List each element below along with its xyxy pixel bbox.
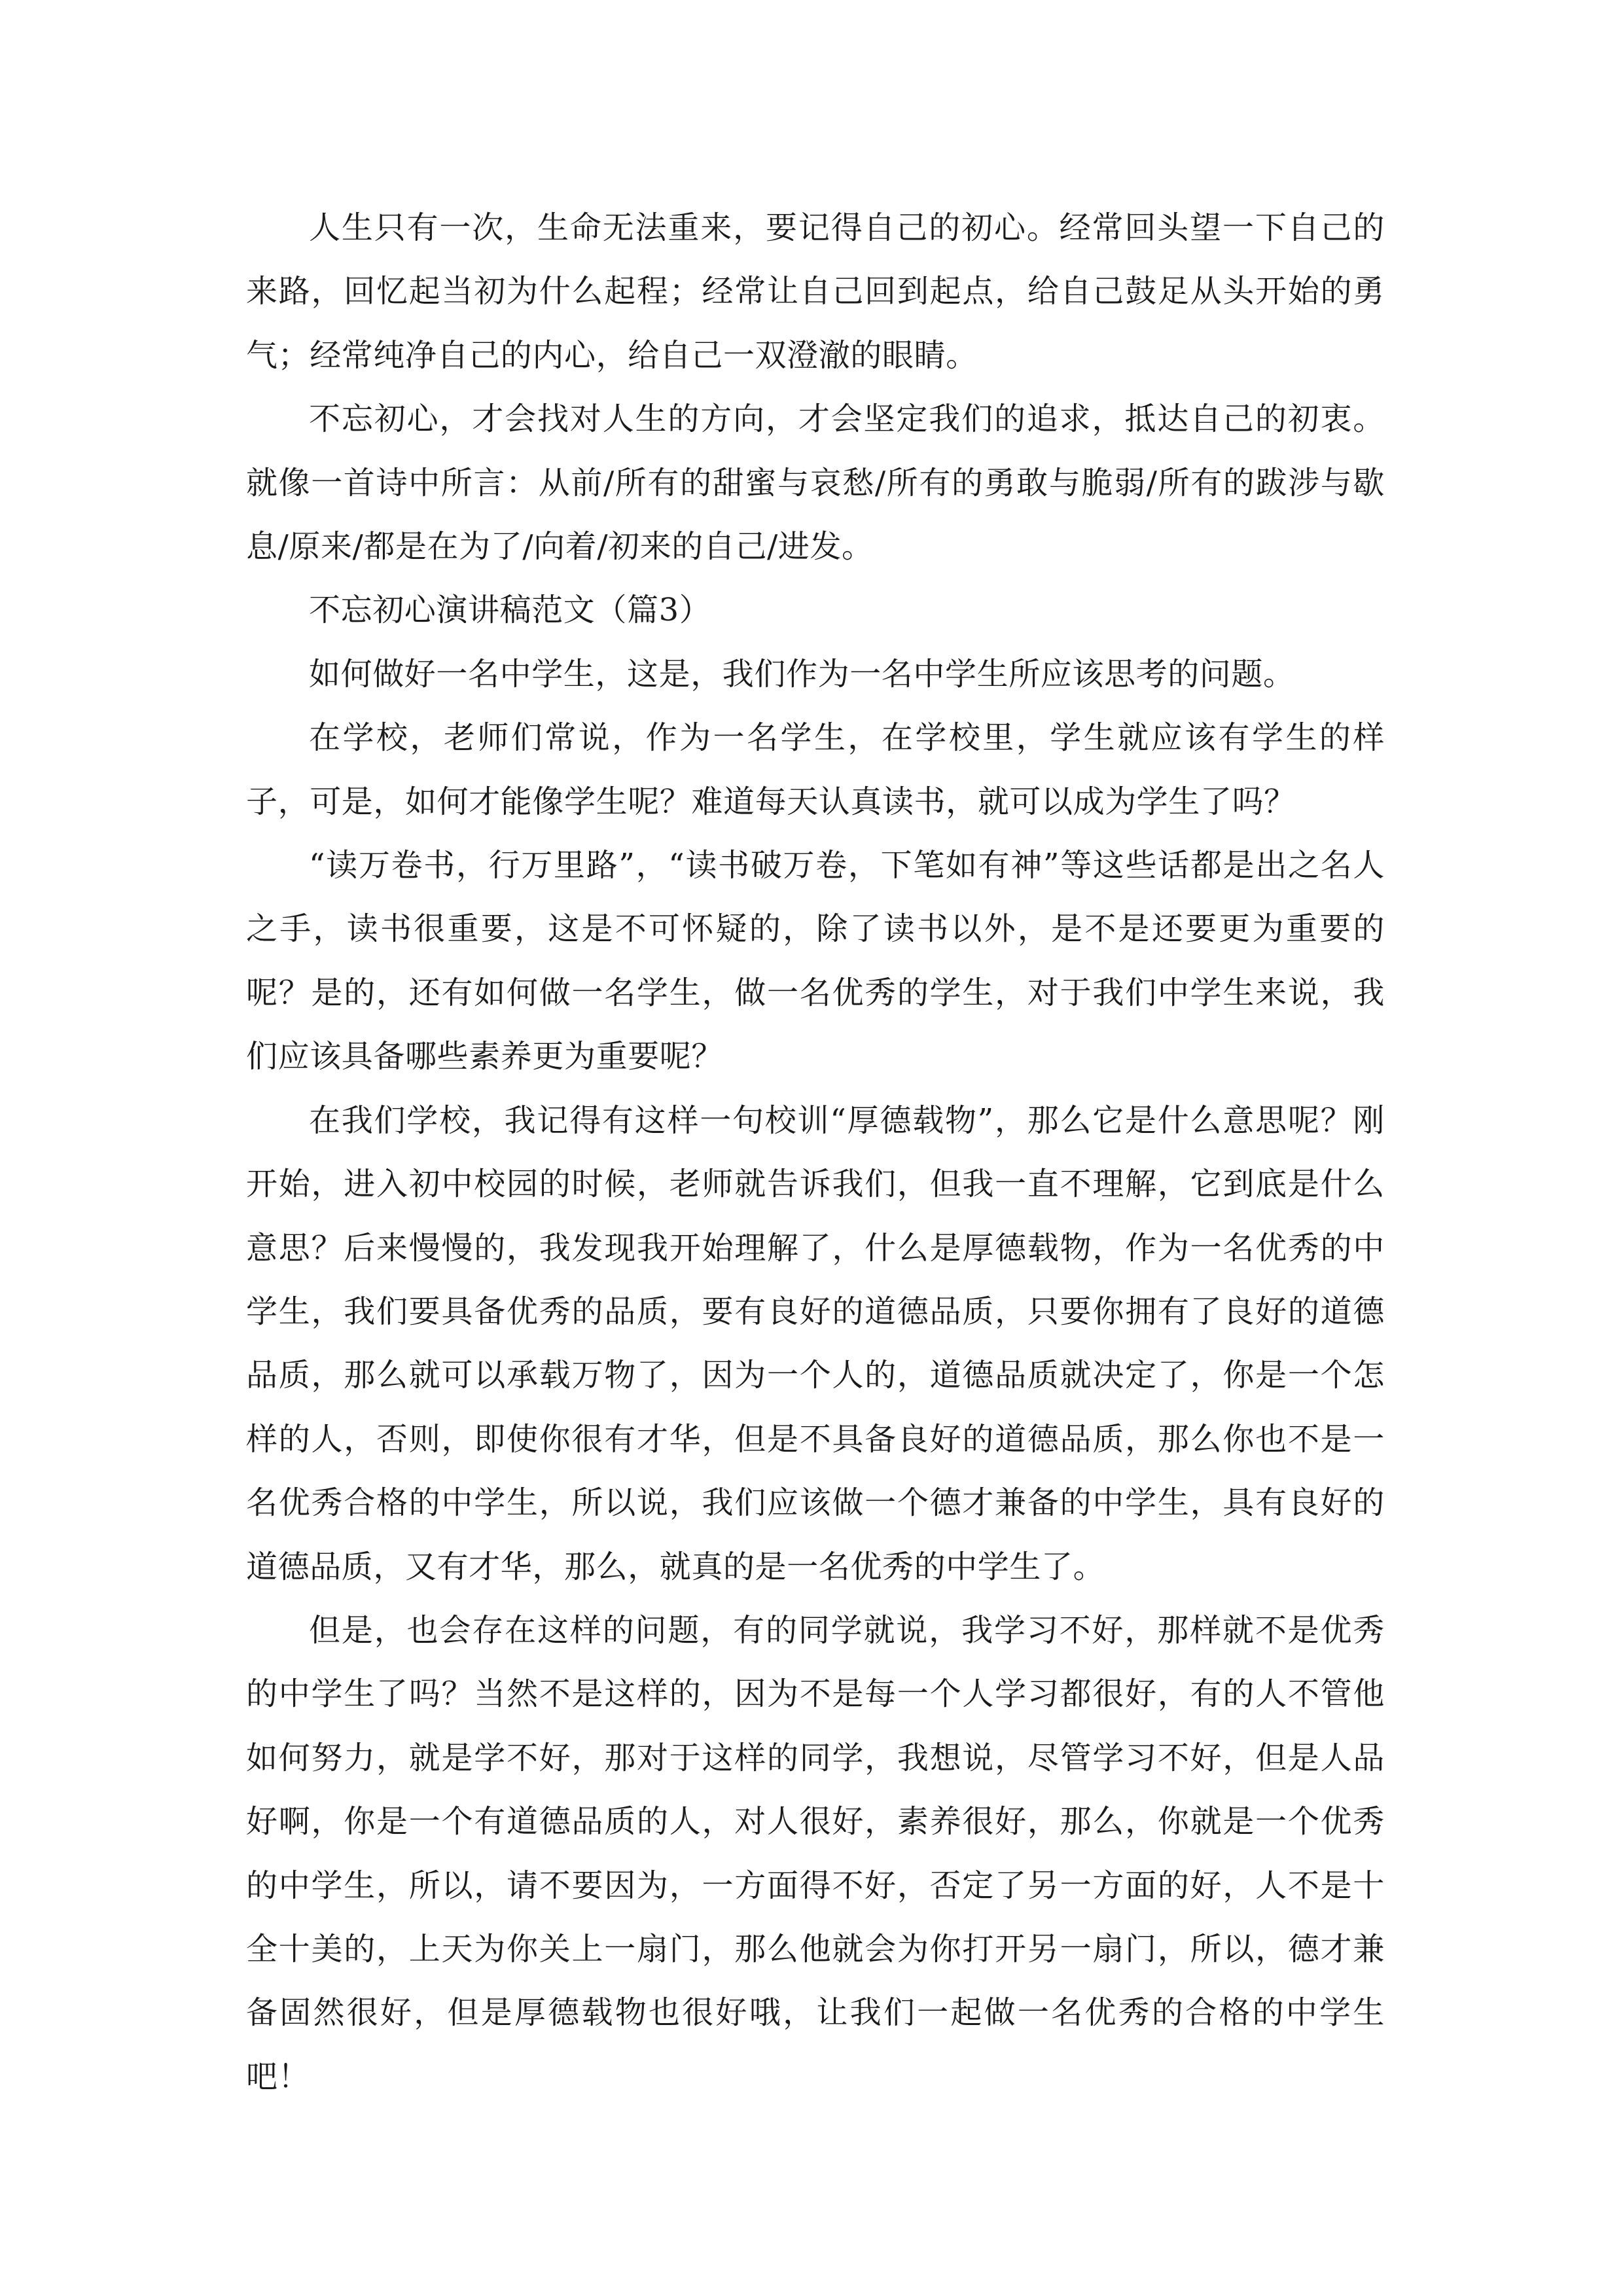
paragraph-school: 在学校，老师们常说，作为一名学生，在学校里，学生就应该有学生的样子，可是，如何才能像学生呢？难道每天认真读书，就可以成为学生了吗？ bbox=[246, 719, 1385, 820]
paragraph-conclusion: 但是，也会存在这样的问题，有的同学就说，我学习不好，那样就不是优秀的中学生了吗？当然不是这样的，因为不是每一个人学习都很好，有的人不管他如何努力，就是学不好，那对于这样的同学，我想说，尽管学习不好，但是人品好啊，你是一个有道德品质的人，对人很好，素养很好，那么，你就是一个优秀的中学生，所以，请不要因为，一方面得不好，否定了另一方面的好，人不是十全十美的，上天为你关上一扇门，那么他就会为你打开另一扇门，所以，德才兼备固然很好，但是厚德载物也很好哦，让我们一起做一名优秀的合格的中学生吧！ bbox=[246, 1611, 1385, 2095]
paragraph-motto: 在我们学校，我记得有这样一句校训“厚德载物”，那么它是什么意思呢？刚开始，进入初中校园的时候，老师就告诉我们，但我一直不理解，它到底是什么意思？后来慢慢的，我发现我开始理解了，什么是厚德载物，作为一名优秀的中学生，我们要具备优秀的品质，要有良好的道德品质，只要你拥有了良好的道德品质，那么就可以承载万物了，因为一个人的，道德品质就决定了，你是一个怎样的人，否则，即使你很有才华，但是不具备良好的道德品质，那么你也不是一名优秀合格的中学生，所以说，我们应该做一个德才兼备的中学生，具有良好的道德品质，又有才华，那么，就真的是一名优秀的中学生了。 bbox=[246, 1102, 1385, 1585]
paragraph-initial-heart: 人生只有一次，生命无法重来，要记得自己的初心。经常回头望一下自己的来路，回忆起当初为什么起程；经常让自己回到起点，给自己鼓足从头开始的勇气；经常纯净自己的内心，给自己一双澄澈的眼睛。 bbox=[246, 209, 1385, 374]
section-heading: 不忘初心演讲稿范文（篇3） bbox=[309, 592, 711, 629]
document-body bbox=[246, 196, 1385, 2109]
paragraph-question: 如何做好一名中学生，这是，我们作为一名中学生所应该思考的问题。 bbox=[309, 655, 1295, 692]
paragraph-poem: 不忘初心，才会找对人生的方向，才会坚定我们的追求，抵达自己的初衷。就像一首诗中所言：从前/所有的甜蜜与哀愁/所有的勇敢与脆弱/所有的跋涉与歇息/原来/都是在为了/向着/初来的自己/进发。 bbox=[246, 401, 1385, 565]
paragraph-reading: “读万卷书，行万里路”，“读书破万卷，下笔如有神”等这些话都是出之名人之手，读书很重要，这是不可怀疑的，除了读书以外，是不是还要更为重要的呢？是的，还有如何做一名学生，做一名优秀的学生，对于我们中学生来说，我们应该具备哪些素养更为重要呢？ bbox=[246, 847, 1385, 1075]
